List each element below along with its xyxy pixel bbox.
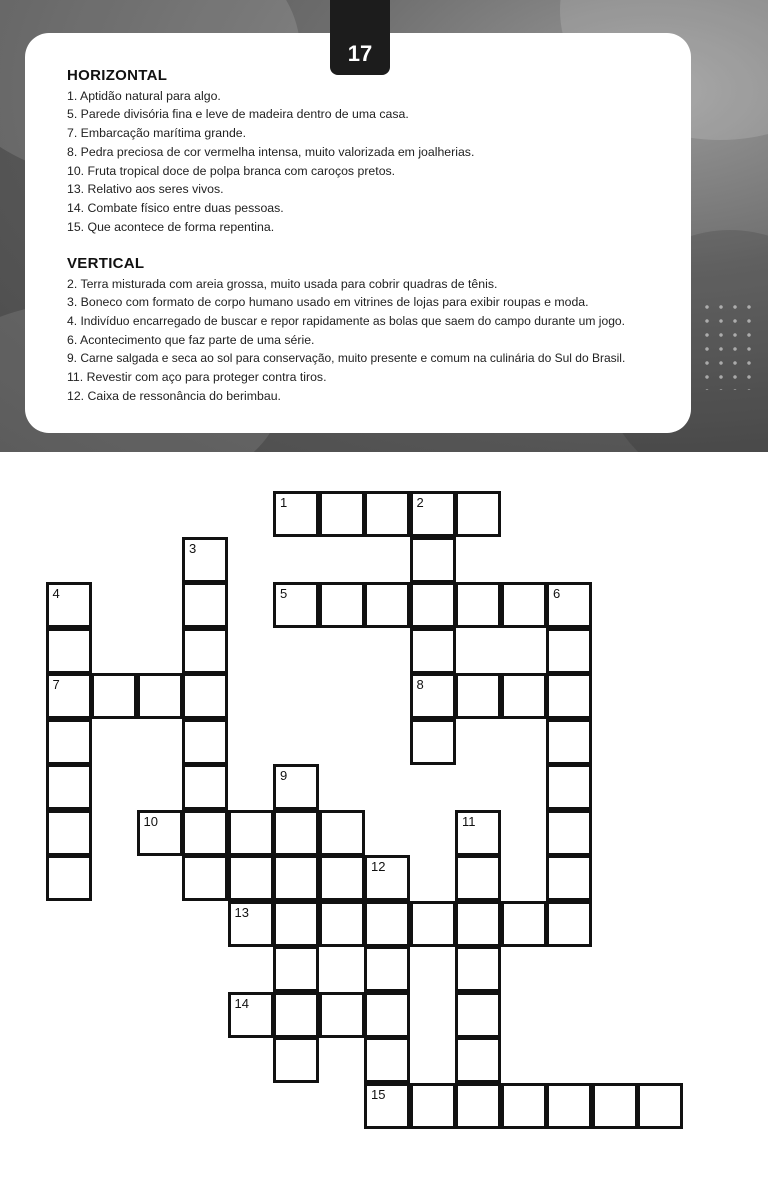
clue-number: 12 — [371, 859, 386, 874]
horizontal-clue: 13. Relativo aos seres vivos. — [67, 182, 224, 196]
crossword-cell[interactable] — [273, 992, 319, 1038]
crossword-cell[interactable] — [364, 946, 410, 992]
crossword-cell[interactable] — [501, 673, 547, 719]
crossword-cell[interactable] — [182, 628, 228, 674]
clue-number: 3 — [189, 540, 197, 556]
crossword-cell[interactable] — [546, 719, 592, 765]
page-number: 17 — [330, 0, 390, 75]
crossword-cell[interactable] — [228, 855, 274, 901]
crossword-cell[interactable] — [364, 582, 410, 628]
vertical-heading: VERTICAL — [67, 255, 145, 272]
crossword-cell[interactable] — [182, 673, 228, 719]
crossword-cell[interactable] — [455, 491, 501, 537]
vertical-clue: 4. Indivíduo encarregado de buscar e repor rapidamente as bolas que saem do campo durante um jogo. — [67, 314, 626, 328]
vertical-clue: 12. Caixa de ressonância do berimbau. — [67, 389, 281, 403]
crossword-cell[interactable] — [546, 901, 592, 947]
crossword-cell[interactable] — [319, 855, 365, 901]
crossword-cell[interactable] — [91, 673, 137, 719]
crossword-cell[interactable] — [228, 810, 274, 856]
crossword-cell[interactable] — [273, 810, 319, 856]
crossword-cell[interactable] — [273, 901, 319, 947]
crossword-cell[interactable] — [273, 946, 319, 992]
crossword-cell[interactable] — [182, 810, 228, 856]
crossword-cell[interactable] — [182, 764, 228, 810]
clue-number: 8 — [416, 677, 424, 692]
crossword-cell[interactable] — [546, 810, 592, 856]
clue-number: 1 — [280, 495, 288, 510]
crossword-cell[interactable] — [455, 855, 501, 901]
crossword-cell[interactable] — [410, 582, 456, 628]
crossword-cell[interactable] — [364, 992, 410, 1038]
crossword-cell[interactable] — [46, 764, 92, 810]
crossword-cell[interactable] — [455, 1083, 501, 1129]
horizontal-clue: 10. Fruta tropical doce de polpa branca com caroços pretos. — [67, 164, 396, 178]
crossword-cell[interactable] — [410, 628, 456, 674]
crossword-cell[interactable] — [455, 992, 501, 1038]
crossword-cell[interactable] — [46, 719, 92, 765]
clue-number: 10 — [143, 813, 158, 829]
crossword-cell[interactable] — [637, 1083, 683, 1129]
clue-number: 5 — [280, 586, 288, 601]
horizontal-clue: 8. Pedra preciosa de cor vermelha intensa, muito valorizada em joalherias. — [67, 145, 475, 159]
vertical-clue: 9. Carne salgada e seca ao sol para conservação, muito presente e comum na culinária do Sul do Brasil. — [67, 351, 626, 365]
crossword-cell[interactable] — [501, 901, 547, 947]
clue-number: 9 — [280, 768, 288, 783]
clue-number: 7 — [52, 677, 60, 692]
crossword-cell[interactable] — [364, 1037, 410, 1083]
crossword-cell[interactable] — [182, 855, 228, 901]
crossword-cell[interactable] — [455, 582, 501, 628]
crossword-cell[interactable] — [410, 1083, 456, 1129]
crossword-cell[interactable] — [273, 1037, 319, 1083]
vertical-clue: 11. Revestir com aço para proteger contra tiros. — [67, 370, 327, 384]
crossword-cell[interactable] — [319, 810, 365, 856]
crossword-cell[interactable] — [410, 901, 456, 947]
crossword-cell[interactable] — [319, 491, 365, 537]
crossword-cell[interactable] — [592, 1083, 638, 1129]
vertical-clue: 6. Acontecimento que faz parte de uma série. — [67, 333, 315, 347]
crossword-cell[interactable] — [319, 992, 365, 1038]
crossword-cell[interactable] — [46, 855, 92, 901]
clue-number: 4 — [52, 586, 60, 601]
horizontal-clue: 14. Combate físico entre duas pessoas. — [67, 201, 284, 215]
horizontal-clue: 7. Embarcação marítima grande. — [67, 126, 247, 140]
crossword-cell[interactable] — [137, 673, 183, 719]
crossword-cell[interactable] — [46, 628, 92, 674]
crossword-cell[interactable] — [319, 901, 365, 947]
crossword-cell[interactable] — [546, 1083, 592, 1129]
crossword-cell[interactable] — [455, 946, 501, 992]
crossword-cell[interactable] — [364, 901, 410, 947]
vertical-clue: 2. Terra misturada com areia grossa, muito usada para cobrir quadras de tênis. — [67, 277, 498, 291]
crossword-cell[interactable] — [410, 719, 456, 765]
crossword-cell[interactable] — [455, 1037, 501, 1083]
crossword-cell[interactable] — [273, 855, 319, 901]
horizontal-heading: HORIZONTAL — [67, 67, 168, 84]
horizontal-clue: 5. Parede divisória fina e leve de madeira dentro de uma casa. — [67, 107, 409, 121]
crossword-cell[interactable] — [455, 673, 501, 719]
horizontal-clue: 15. Que acontece de forma repentina. — [67, 220, 275, 234]
horizontal-clue: 1. Aptidão natural para algo. — [67, 89, 221, 103]
crossword-cell[interactable] — [410, 537, 456, 583]
vertical-clue: 3. Boneco com formato de corpo humano usado em vitrines de lojas para exibir roupas e moda. — [67, 295, 589, 309]
crossword-cell[interactable] — [182, 719, 228, 765]
clue-number: 15 — [371, 1086, 386, 1102]
crossword-cell[interactable] — [455, 901, 501, 947]
clue-number: 13 — [234, 904, 249, 920]
crossword-cell[interactable] — [546, 628, 592, 674]
crossword-cell[interactable] — [364, 491, 410, 537]
crossword-cell[interactable] — [501, 582, 547, 628]
crossword-cell[interactable] — [319, 582, 365, 628]
crossword-cell[interactable] — [46, 810, 92, 856]
clue-number: 6 — [553, 586, 561, 601]
crossword-cell[interactable] — [546, 855, 592, 901]
clue-number: 14 — [234, 995, 249, 1011]
crossword-cell[interactable] — [546, 764, 592, 810]
crossword-cell[interactable] — [546, 673, 592, 719]
clue-number: 11 — [462, 813, 476, 829]
clue-number: 2 — [416, 495, 424, 510]
crossword-cell[interactable] — [182, 582, 228, 628]
crossword-cell[interactable] — [501, 1083, 547, 1129]
